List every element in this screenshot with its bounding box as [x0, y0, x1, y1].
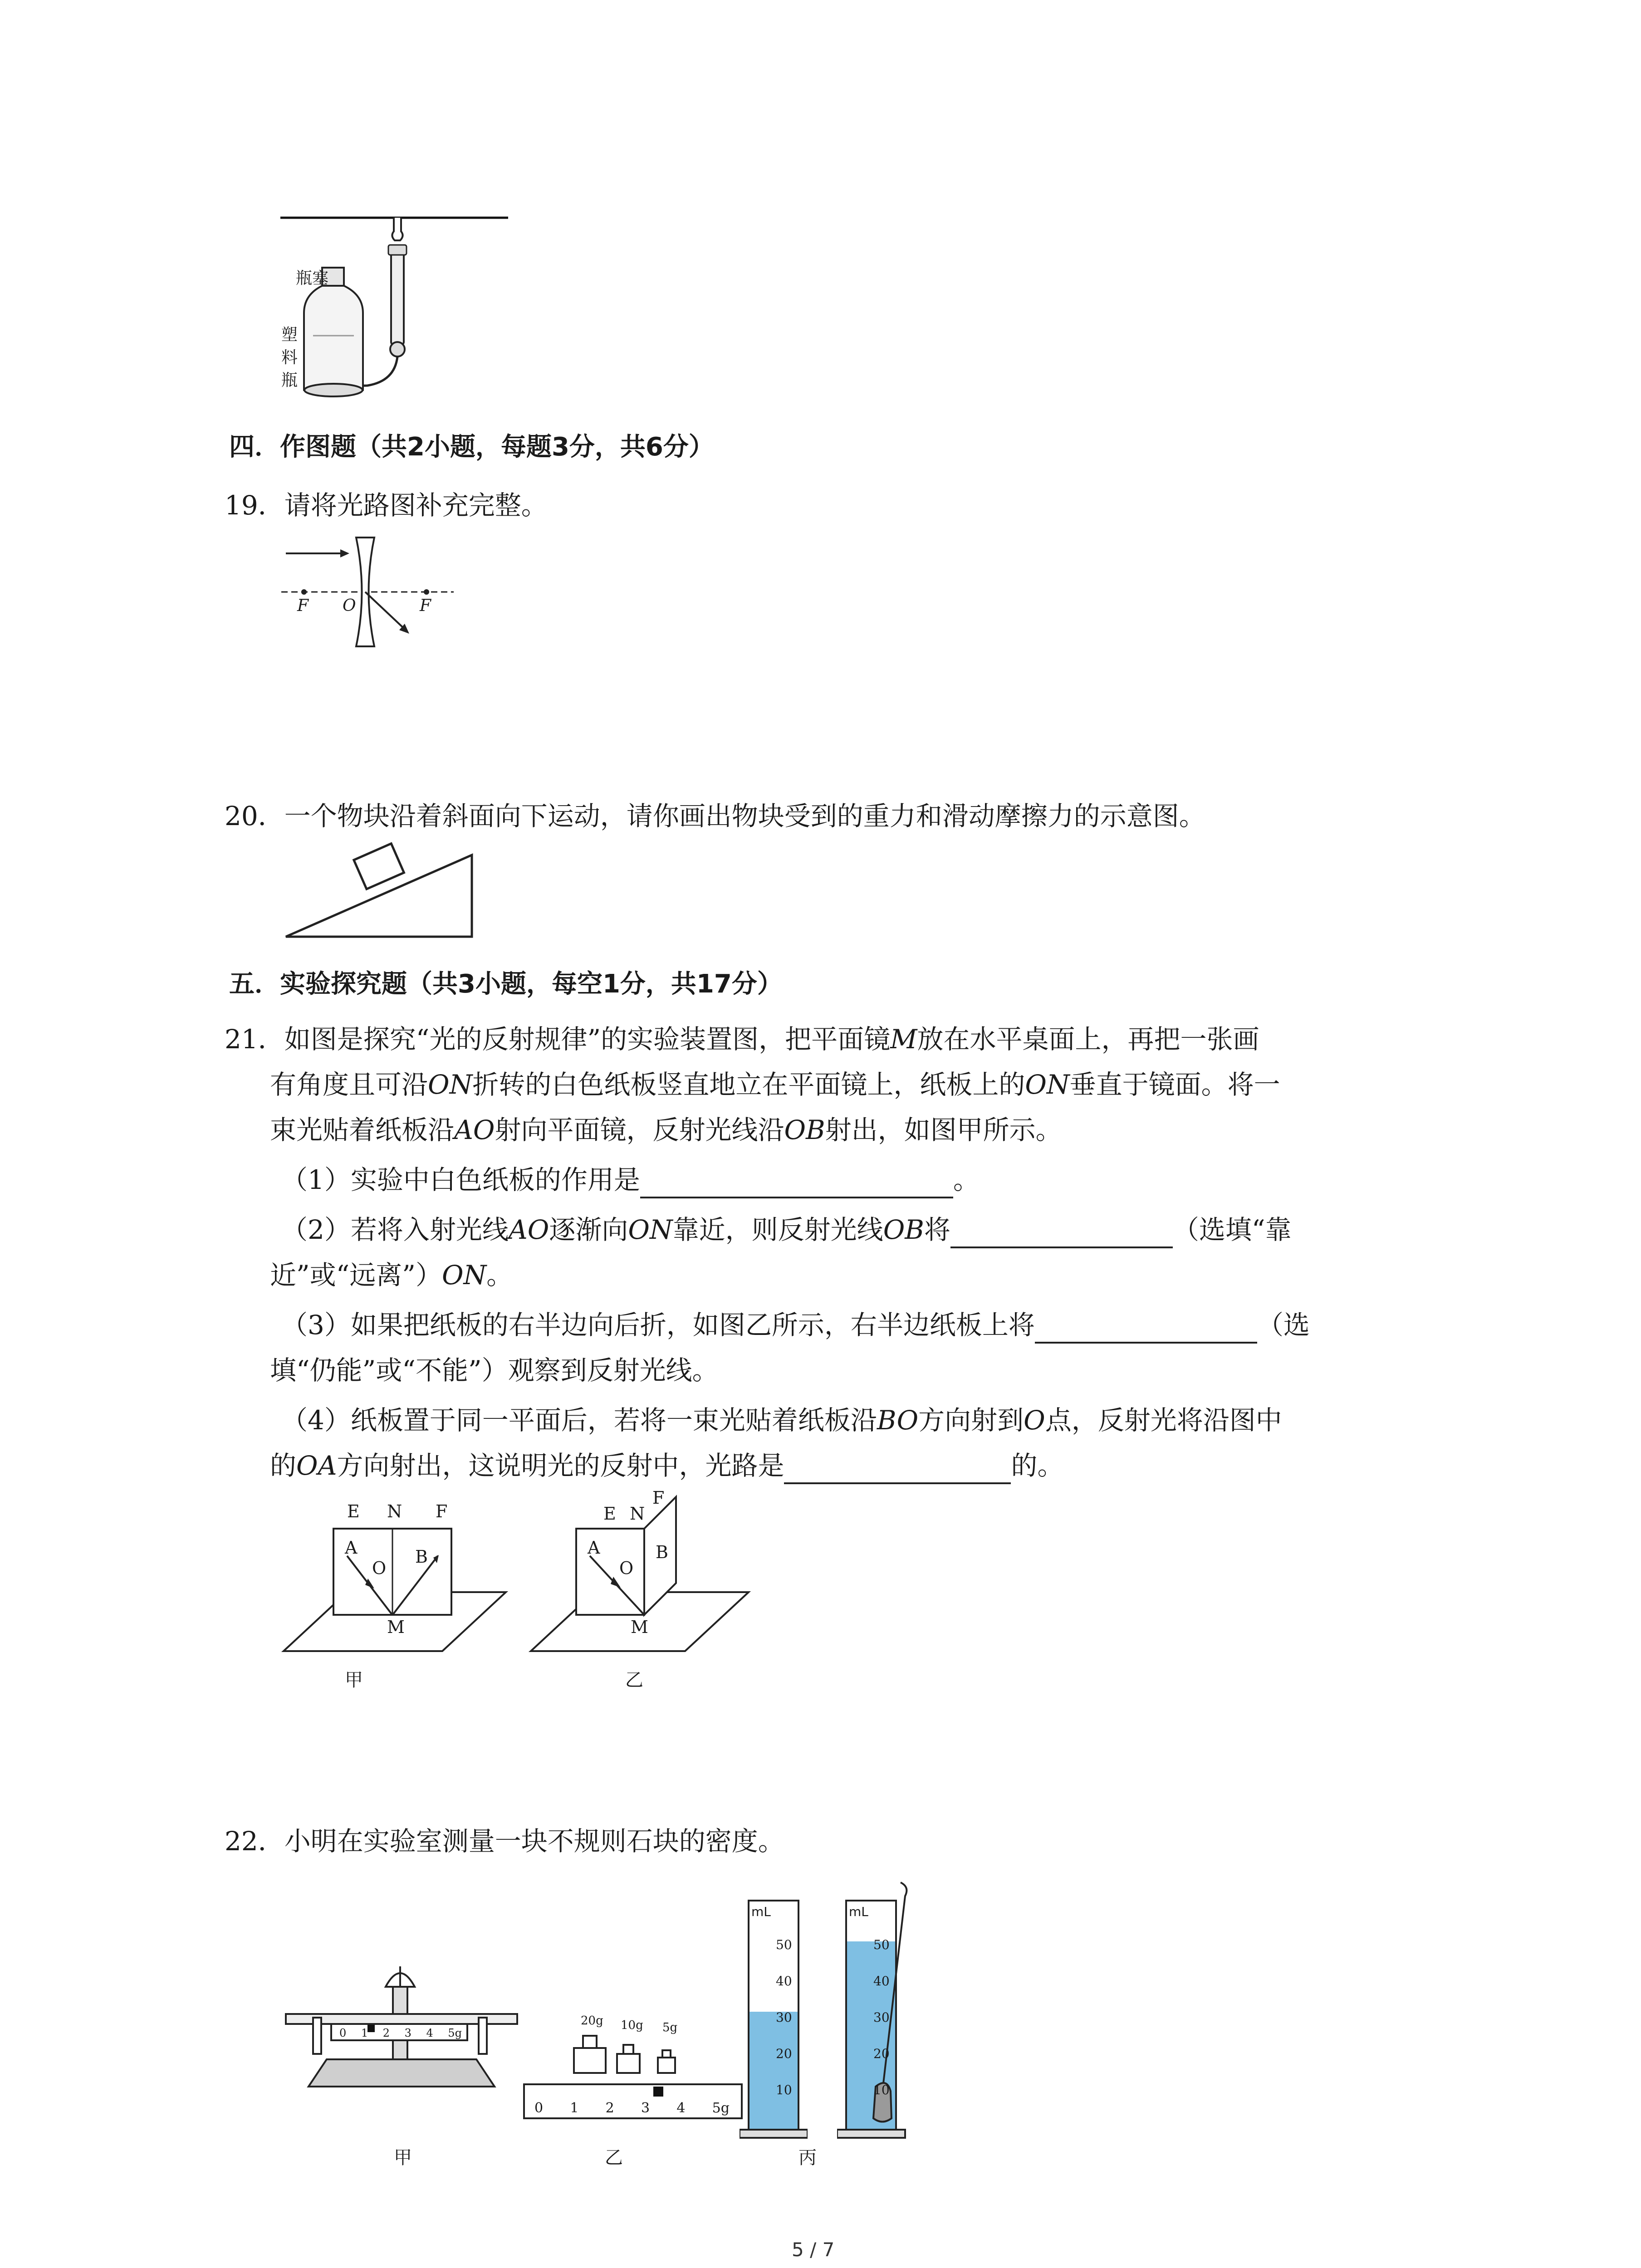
ruler-tick-labels — [534, 2100, 730, 2116]
question-21-line-1 — [225, 1024, 1259, 1055]
q21-text: 近”或“远离”） — [270, 1260, 442, 1290]
q21-text: 方向射出，这说明光的反射中，光路是 — [337, 1450, 784, 1481]
q21-part-2 — [281, 1214, 1292, 1248]
figure-cylinder-1 — [740, 1887, 808, 2141]
label-stopper: 瓶塞 — [296, 269, 329, 288]
label-n: N — [387, 1501, 402, 1521]
caption-yi: 乙 — [625, 1670, 643, 1691]
caption-cylinders: 丙 — [798, 2147, 817, 2168]
beam-tick-labels — [339, 2027, 462, 2039]
label-b: B — [415, 1547, 428, 1567]
ruler-tick: 2 — [605, 2100, 614, 2116]
q21-text: 方向射到 — [918, 1405, 1024, 1436]
ruler-tick: 0 — [534, 2100, 544, 2116]
beam-tick: 0 — [339, 2027, 347, 2039]
cyl-tick: 40 — [776, 1974, 792, 1989]
cyl-tick: 20 — [776, 2046, 792, 2061]
q21-text: 21．如图是探究“光的反射规律”的实验装置图，把平面镜 — [225, 1024, 891, 1055]
caption-jia: 甲 — [345, 1670, 363, 1691]
answer-blank-2[interactable] — [950, 1220, 1173, 1248]
label-b: B — [656, 1542, 668, 1562]
q21-part-2-line-2 — [270, 1262, 513, 1288]
q21-part-4 — [281, 1405, 1282, 1436]
incline-drawing — [281, 835, 476, 943]
q21-text: 垂直于镜面。将一 — [1069, 1069, 1280, 1100]
beam-tick: 1 — [361, 2027, 368, 2039]
q21-text: （3）如果把纸板的右半边向后折，如图乙所示，右半边纸板上将 — [281, 1310, 1035, 1340]
q21-text: 的。 — [1011, 1450, 1064, 1481]
figure-incline — [281, 835, 476, 943]
label-m: M — [631, 1617, 648, 1637]
ruler-tick: 3 — [641, 2100, 650, 2116]
beam-tick: 5g — [448, 2027, 462, 2039]
beam-tick: 4 — [426, 2027, 433, 2039]
var-on: ON — [1025, 1069, 1070, 1100]
ruler-tick: 4 — [676, 2100, 686, 2116]
page-number: 5 / 7 — [792, 2239, 835, 2261]
q21-part-1 — [281, 1164, 980, 1198]
figure-reflection-yi — [526, 1488, 753, 1656]
question-19: 19．请将光路图补充完整。 — [225, 490, 548, 521]
q21-text: （2）若将入射光线 — [281, 1214, 509, 1245]
label-a: A — [588, 1538, 600, 1558]
var-m: M — [890, 1024, 917, 1055]
var-ob: OB — [784, 1114, 825, 1145]
q21-text: （选 — [1257, 1310, 1310, 1340]
cyl-tick: 40 — [873, 1974, 890, 1989]
q21-text: 将 — [924, 1214, 950, 1245]
cyl-tick: 50 — [776, 1937, 792, 1952]
cyl-tick: 30 — [873, 2010, 890, 2025]
caption-weights: 乙 — [605, 2147, 623, 2168]
lens-label-f-right: F — [420, 596, 431, 615]
ruler-tick: 1 — [570, 2100, 579, 2116]
lens-label-o: O — [343, 596, 356, 615]
q21-text: （4）纸板置于同一平面后，若将一束光贴着纸板沿 — [281, 1405, 877, 1436]
answer-blank-3[interactable] — [1035, 1315, 1257, 1344]
question-21-line-2 — [270, 1071, 1280, 1098]
lens-label-f-left: F — [297, 596, 309, 615]
cylinder-1-ticks — [776, 1927, 792, 2108]
answer-blank-4[interactable] — [784, 1456, 1011, 1484]
var-o: O — [1024, 1405, 1045, 1436]
question-22: 22．小明在实验室测量一块不规则石块的密度。 — [225, 1826, 784, 1857]
label-bottle-3: 瓶 — [281, 371, 298, 390]
var-on: ON — [428, 1069, 473, 1100]
label-e: E — [603, 1504, 616, 1524]
beam-tick: 2 — [382, 2027, 390, 2039]
label-bottle-2: 料 — [281, 348, 298, 367]
q21-text: 束光贴着纸板沿 — [270, 1114, 455, 1145]
q21-text: 。 — [486, 1260, 513, 1290]
var-on: ON — [441, 1260, 487, 1290]
q21-part-3-line-2: 填“仍能”或“不能”）观察到反射光线。 — [270, 1355, 719, 1386]
figure-balance — [281, 1950, 522, 2091]
weight-5g-label: 5g — [662, 2021, 678, 2034]
var-oa: OA — [296, 1450, 337, 1481]
cylinder-unit: mL — [751, 1904, 771, 1919]
section-5-heading: 五．实验探究题（共3小题，每空1分，共17分） — [229, 969, 783, 999]
question-20: 20．一个物块沿着斜面向下运动，请你画出物块受到的重力和滑动摩擦力的示意图。 — [225, 801, 1205, 831]
label-bottle-1: 塑 — [281, 326, 298, 344]
cyl-tick: 30 — [776, 2010, 792, 2025]
var-ao: AO — [454, 1114, 495, 1145]
q21-text: 靠近，则反射光线 — [672, 1214, 883, 1245]
caption-balance: 甲 — [394, 2147, 412, 2168]
weight-10g-label: 10g — [621, 2019, 643, 2032]
q21-text: 逐渐向 — [549, 1214, 628, 1245]
q21-text: 放在水平桌面上，再把一张画 — [917, 1024, 1259, 1055]
ruler-tick: 5g — [712, 2100, 730, 2116]
q21-part-4-line-2 — [270, 1452, 1063, 1484]
label-f: F — [652, 1488, 665, 1508]
var-bo: BO — [877, 1405, 919, 1436]
bottle-pump-drawing — [272, 200, 526, 413]
cyl-tick: 10 — [873, 2082, 890, 2097]
q21-text: 点，反射光将沿图中 — [1045, 1405, 1282, 1436]
q21-text: 折转的白色纸板竖直地立在平面镜上，纸板上的 — [472, 1069, 1025, 1100]
beam-tick: 3 — [404, 2027, 411, 2039]
figure-concave-lens — [277, 533, 458, 660]
figure-reflection-jia — [279, 1501, 510, 1656]
figure-cylinder-2 — [837, 1878, 914, 2141]
question-21-line-3 — [270, 1114, 1062, 1145]
var-ob: OB — [883, 1214, 924, 1245]
label-n: N — [630, 1504, 645, 1524]
q21-part-3 — [281, 1312, 1310, 1344]
figure-weights-ruler — [522, 2014, 749, 2123]
label-m: M — [387, 1617, 405, 1637]
cyl-tick: 50 — [873, 1937, 890, 1952]
cylinder-1-drawing — [740, 1887, 808, 2141]
q21-text: 的 — [270, 1450, 297, 1481]
q21-text: 射向平面镜，反射光线沿 — [495, 1114, 784, 1145]
q21-text: 射出，如图甲所示。 — [825, 1114, 1062, 1145]
cylinder-2-ticks — [873, 1927, 890, 2108]
figure-bottle-pump — [272, 200, 526, 413]
label-f: F — [436, 1501, 448, 1521]
answer-blank-1[interactable] — [640, 1170, 953, 1198]
section-4-heading: 四．作图题（共2小题，每题3分，共6分） — [229, 432, 714, 462]
label-o: O — [372, 1558, 387, 1578]
cylinder-unit: mL — [849, 1904, 868, 1919]
q21-text: 有角度且可沿 — [270, 1069, 428, 1100]
var-ao: AO — [508, 1214, 549, 1245]
q21-text: （选填“靠 — [1172, 1214, 1292, 1245]
label-o: O — [619, 1558, 634, 1578]
label-a: A — [345, 1538, 358, 1558]
weight-20g-label: 20g — [581, 2014, 603, 2028]
cyl-tick: 20 — [873, 2046, 890, 2061]
var-on: ON — [628, 1214, 673, 1245]
cyl-tick: 10 — [776, 2082, 792, 2097]
label-e: E — [347, 1501, 360, 1521]
q21-text: （1）实验中白色纸板的作用是 — [281, 1164, 640, 1195]
balance-drawing — [281, 1950, 522, 2091]
q21-text: 。 — [953, 1164, 980, 1195]
